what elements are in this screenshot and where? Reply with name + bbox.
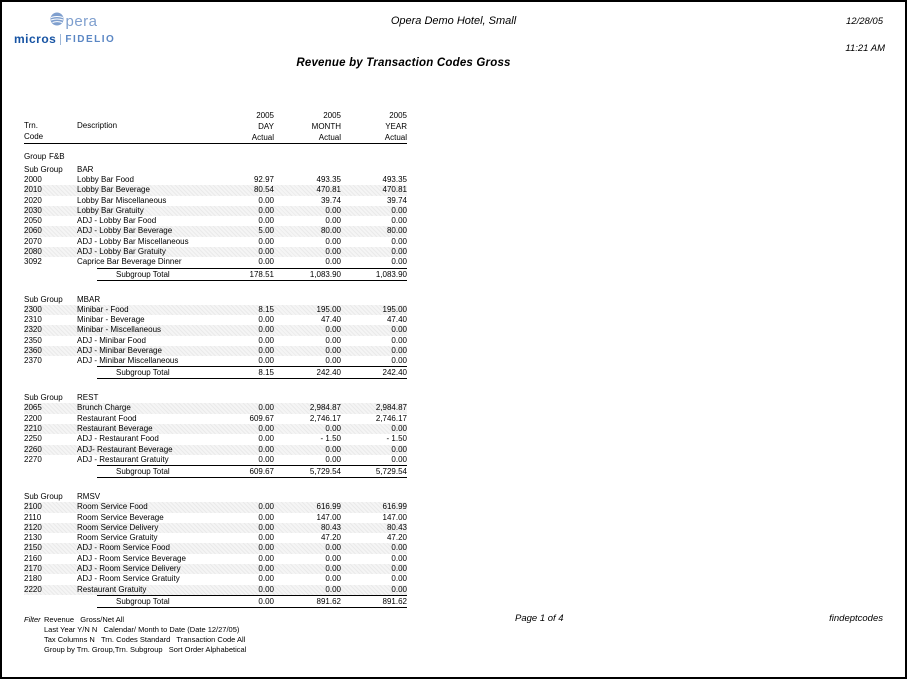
table-row	[24, 533, 407, 543]
table-body	[24, 164, 407, 608]
trn-code: 2300	[24, 304, 42, 314]
month-actual-value: 47.40	[320, 314, 341, 324]
table-row	[24, 216, 407, 226]
table-row	[24, 226, 407, 236]
header-code: Code	[24, 132, 44, 141]
month-actual-value: - 1.50	[320, 434, 341, 444]
trn-description: Lobby Bar Gratuity	[77, 205, 144, 215]
day-actual-value: 0.00	[258, 216, 274, 226]
subgroup-section	[24, 392, 407, 478]
trn-description: Restaurant Gratuity	[77, 584, 147, 594]
table-row	[24, 424, 407, 434]
month-actual-value: 0.00	[325, 345, 341, 355]
month-actual-value: 0.00	[325, 424, 341, 434]
year-actual-value: 2,984.87	[375, 403, 407, 413]
trn-description: Minibar - Miscellaneous	[77, 325, 162, 335]
subgroup-total-month: 242.40	[316, 368, 341, 378]
year-actual-value: 147.00	[382, 512, 407, 522]
day-actual-value: 0.00	[258, 345, 274, 355]
trn-description: ADJ - Restaurant Gratuity	[77, 454, 169, 464]
day-actual-value: 0.00	[258, 424, 274, 434]
day-actual-value: 0.00	[258, 403, 274, 413]
subgroup-total-label: Subgroup Total	[116, 269, 170, 279]
day-actual-value: 8.15	[258, 304, 274, 314]
subgroup-name: RMSV	[77, 492, 101, 502]
header-day: DAY	[258, 122, 274, 131]
table-row	[24, 513, 407, 523]
group-line	[24, 152, 407, 162]
trn-description: ADJ - Minibar Miscellaneous	[77, 356, 179, 366]
subgroup-line	[24, 164, 407, 175]
trn-code: 2070	[24, 236, 42, 246]
month-actual-value: 0.00	[325, 574, 341, 584]
day-actual-value: 0.00	[258, 574, 274, 584]
trn-code: 2080	[24, 247, 42, 257]
trn-description: Lobby Bar Beverage	[77, 185, 150, 195]
table-header	[24, 110, 407, 144]
subgroup-label: Sub Group	[24, 492, 63, 502]
year-actual-value: 80.00	[386, 226, 407, 236]
day-actual-value: 0.00	[258, 584, 274, 594]
trn-code: 2170	[24, 564, 42, 574]
trn-description: Room Service Beverage	[77, 512, 164, 522]
day-actual-value: 0.00	[258, 205, 274, 215]
table-row	[24, 206, 407, 216]
year-actual-value: 0.00	[391, 564, 407, 574]
year-actual-value: 470.81	[382, 185, 407, 195]
report-title: Revenue by Transaction Codes Gross	[296, 57, 511, 69]
trn-code: 2220	[24, 584, 42, 594]
header-year-2005: 2005	[256, 111, 274, 120]
day-actual-value: 0.00	[258, 434, 274, 444]
table-row	[24, 403, 407, 413]
year-actual-value: 47.20	[386, 533, 407, 543]
header-year-actual: Actual	[384, 133, 407, 142]
subgroup-total-row	[97, 268, 407, 281]
month-actual-value: 0.00	[325, 564, 341, 574]
year-actual-value: 0.00	[391, 444, 407, 454]
opera-logo-text: pera	[65, 13, 98, 30]
report-time: 11:21 AM	[845, 43, 885, 54]
month-actual-value: 2,984.87	[309, 403, 341, 413]
fidelio-logo-text: FIDELIO	[65, 33, 116, 45]
micros-fidelio-logo	[14, 32, 134, 46]
trn-description: Minibar - Beverage	[77, 314, 145, 324]
month-actual-value: 39.74	[320, 195, 341, 205]
day-actual-value: 0.00	[258, 325, 274, 335]
header-day-actual: Actual	[251, 133, 274, 142]
day-actual-value: 0.00	[258, 543, 274, 553]
month-actual-value: 47.20	[320, 533, 341, 543]
month-actual-value: 0.00	[325, 257, 341, 267]
year-actual-value: 0.00	[391, 543, 407, 553]
subgroup-total-day: 0.00	[258, 596, 274, 606]
report-date: 12/28/05	[846, 16, 883, 27]
trn-description: Lobby Bar Miscellaneous	[77, 195, 167, 205]
day-actual-value: 0.00	[258, 257, 274, 267]
trn-code: 2100	[24, 502, 42, 512]
subgroup-section	[24, 491, 407, 608]
month-actual-value: 493.35	[316, 175, 341, 184]
report-code: findeptcodes	[829, 613, 883, 624]
table-row	[24, 564, 407, 574]
year-actual-value: 0.00	[391, 247, 407, 257]
table-row	[24, 257, 407, 267]
year-actual-value: 0.00	[391, 454, 407, 464]
header-month-column	[271, 110, 341, 143]
trn-code: 2030	[24, 205, 42, 215]
trn-code: 3092	[24, 257, 42, 267]
table-row	[24, 336, 407, 346]
table-row	[24, 185, 407, 195]
subgroup-line	[24, 392, 407, 403]
month-actual-value: 0.00	[325, 444, 341, 454]
day-actual-value: 0.00	[258, 512, 274, 522]
header-month: MONTH	[311, 122, 341, 131]
year-actual-value: 0.00	[391, 584, 407, 594]
subgroup-total-row	[97, 595, 407, 608]
year-actual-value: - 1.50	[386, 434, 407, 444]
month-actual-value: 0.00	[325, 543, 341, 553]
subgroup-section	[24, 164, 407, 281]
day-actual-value: 0.00	[258, 314, 274, 324]
trn-description: ADJ - Minibar Food	[77, 335, 146, 345]
subgroup-total-year: 242.40	[382, 368, 407, 378]
trn-description: ADJ - Lobby Bar Beverage	[77, 226, 173, 236]
section-rows	[24, 403, 407, 465]
header-year-2005: 2005	[323, 111, 341, 120]
day-actual-value: 0.00	[258, 356, 274, 366]
filter-lines	[44, 615, 246, 655]
micros-logo-text: micros	[14, 32, 57, 46]
subgroup-label: Sub Group	[24, 393, 63, 403]
year-actual-value: 195.00	[382, 304, 407, 314]
month-actual-value: 0.00	[325, 247, 341, 257]
day-actual-value: 0.00	[258, 553, 274, 563]
table-row	[24, 434, 407, 444]
trn-code: 2370	[24, 356, 42, 366]
table-row	[24, 346, 407, 356]
table-row	[24, 315, 407, 325]
table-row	[24, 325, 407, 335]
filter-line: Tax Columns N Trn. Codes Standard Transaction Code All	[44, 635, 246, 644]
trn-description: ADJ - Room Service Beverage	[77, 553, 186, 563]
day-actual-value: 0.00	[258, 335, 274, 345]
table-row	[24, 175, 407, 185]
trn-code: 2180	[24, 574, 42, 584]
group-value: F&B	[49, 152, 65, 161]
table-row	[24, 523, 407, 533]
month-actual-value: 80.43	[320, 522, 341, 532]
day-actual-value: 0.00	[258, 533, 274, 543]
month-actual-value: 0.00	[325, 216, 341, 226]
day-actual-value: 0.00	[258, 522, 274, 532]
trn-code: 2110	[24, 512, 42, 522]
year-actual-value: 0.00	[391, 553, 407, 563]
subgroup-line	[24, 294, 407, 305]
table-row	[24, 455, 407, 465]
year-actual-value: 493.35	[382, 175, 407, 184]
day-actual-value: 0.00	[258, 444, 274, 454]
trn-code: 2060	[24, 226, 42, 236]
table-row	[24, 554, 407, 564]
month-actual-value: 0.00	[325, 236, 341, 246]
table-row	[24, 574, 407, 584]
month-actual-value: 0.00	[325, 553, 341, 563]
trn-description: Lobby Bar Food	[77, 175, 134, 184]
month-actual-value: 616.99	[316, 502, 341, 512]
trn-description: ADJ - Room Service Gratuity	[77, 574, 180, 584]
day-actual-value: 0.00	[258, 236, 274, 246]
trn-description: ADJ - Lobby Bar Food	[77, 216, 157, 226]
trn-code: 2020	[24, 195, 42, 205]
subgroup-total-label: Subgroup Total	[116, 368, 170, 378]
trn-description: Room Service Gratuity	[77, 533, 158, 543]
month-actual-value: 80.00	[320, 226, 341, 236]
subgroup-name: REST	[77, 393, 99, 403]
logo-divider	[60, 34, 61, 45]
year-actual-value: 0.00	[391, 574, 407, 584]
year-actual-value: 0.00	[391, 325, 407, 335]
trn-code: 2120	[24, 522, 42, 532]
month-actual-value: 0.00	[325, 335, 341, 345]
day-actual-value: 0.00	[258, 454, 274, 464]
header-description: Description	[77, 121, 118, 130]
subgroup-total-month: 1,083.90	[309, 269, 341, 279]
trn-description: ADJ - Room Service Delivery	[77, 564, 181, 574]
month-actual-value: 2,746.17	[309, 413, 341, 423]
trn-description: Restaurant Food	[77, 413, 137, 423]
header-day-column	[204, 110, 274, 143]
month-actual-value: 0.00	[325, 325, 341, 335]
subgroup-total-day: 178.51	[249, 269, 274, 279]
year-actual-value: 0.00	[391, 335, 407, 345]
filter-block	[24, 615, 246, 655]
filter-line: Group by Trn. Group,Trn. Subgroup Sort Order Alphabetical	[44, 645, 247, 654]
trn-description: ADJ- Restaurant Beverage	[77, 444, 173, 454]
header-year-column	[337, 110, 407, 143]
trn-code: 2250	[24, 434, 42, 444]
year-actual-value: 0.00	[391, 424, 407, 434]
subgroup-label: Sub Group	[24, 165, 63, 174]
month-actual-value: 0.00	[325, 356, 341, 366]
trn-code: 2050	[24, 216, 42, 226]
trn-code: 2160	[24, 553, 42, 563]
table-row	[24, 305, 407, 315]
trn-code: 2260	[24, 444, 42, 454]
subgroup-total-day: 609.67	[249, 467, 274, 477]
year-actual-value: 0.00	[391, 205, 407, 215]
trn-code: 2350	[24, 335, 42, 345]
table-row	[24, 585, 407, 595]
trn-description: Restaurant Beverage	[77, 424, 153, 434]
trn-description: ADJ - Lobby Bar Gratuity	[77, 247, 166, 257]
subgroup-total-label: Subgroup Total	[116, 467, 170, 477]
header-year-2005: 2005	[389, 111, 407, 120]
day-actual-value: 0.00	[258, 502, 274, 512]
table-row	[24, 356, 407, 366]
subgroup-total-month: 891.62	[316, 596, 341, 606]
filter-line: Last Year Y/N N Calendar/ Month to Date (Date 12/27/05)	[44, 625, 240, 634]
month-actual-value: 0.00	[325, 584, 341, 594]
subgroup-total-row	[97, 366, 407, 379]
day-actual-value: 609.67	[249, 413, 274, 423]
year-actual-value: 47.40	[386, 314, 407, 324]
day-actual-value: 80.54	[253, 185, 274, 195]
day-actual-value: 0.00	[258, 195, 274, 205]
section-rows	[24, 305, 407, 367]
trn-description: Caprice Bar Beverage Dinner	[77, 257, 182, 267]
subgroup-total-year: 891.62	[382, 596, 407, 606]
trn-description: Room Service Food	[77, 502, 148, 512]
year-actual-value: 0.00	[391, 356, 407, 366]
subgroup-total-month: 5,729.54	[309, 467, 341, 477]
year-actual-value: 616.99	[382, 502, 407, 512]
subgroup-total-label: Subgroup Total	[116, 596, 170, 606]
subgroup-name: MBAR	[77, 294, 101, 304]
trn-code: 2065	[24, 403, 42, 413]
subgroup-total-year: 1,083.90	[375, 269, 407, 279]
day-actual-value: 0.00	[258, 247, 274, 257]
year-actual-value: 39.74	[386, 195, 407, 205]
trn-code: 2010	[24, 185, 42, 195]
table-row	[24, 247, 407, 257]
trn-code: 2000	[24, 175, 42, 184]
header-trn: Trn.	[24, 121, 38, 130]
trn-code: 2150	[24, 543, 42, 553]
subgroup-label: Sub Group	[24, 294, 63, 304]
table-row	[24, 445, 407, 455]
trn-description: Minibar - Food	[77, 304, 129, 314]
table-row	[24, 414, 407, 424]
header-month-actual: Actual	[318, 133, 341, 142]
trn-code: 2270	[24, 454, 42, 464]
subgroup-total-row	[97, 465, 407, 478]
page-indicator: Page 1 of 4	[515, 613, 564, 624]
table-row	[24, 237, 407, 247]
day-actual-value: 92.97	[253, 175, 274, 184]
filter-line: Revenue Gross/Net All	[44, 615, 125, 624]
year-actual-value: 0.00	[391, 236, 407, 246]
year-actual-value: 0.00	[391, 257, 407, 267]
month-actual-value: 195.00	[316, 304, 341, 314]
filter-label: Filter	[24, 615, 41, 624]
revenue-table	[24, 110, 407, 608]
section-rows	[24, 502, 407, 595]
trn-code: 2310	[24, 314, 42, 324]
month-actual-value: 470.81	[316, 185, 341, 195]
trn-code: 2320	[24, 325, 42, 335]
year-actual-value: 2,746.17	[375, 413, 407, 423]
subgroup-line	[24, 491, 407, 502]
trn-description: Brunch Charge	[77, 403, 131, 413]
trn-description: ADJ - Room Service Food	[77, 543, 170, 553]
table-row	[24, 543, 407, 553]
trn-code: 2200	[24, 413, 42, 423]
trn-code: 2130	[24, 533, 42, 543]
day-actual-value: 0.00	[258, 564, 274, 574]
subgroup-section	[24, 294, 407, 380]
year-actual-value: 0.00	[391, 216, 407, 226]
subgroup-total-day: 8.15	[258, 368, 274, 378]
month-actual-value: 0.00	[325, 454, 341, 464]
year-actual-value: 0.00	[391, 345, 407, 355]
month-actual-value: 0.00	[325, 205, 341, 215]
subgroup-total-year: 5,729.54	[375, 467, 407, 477]
day-actual-value: 5.00	[258, 226, 274, 236]
trn-code: 2210	[24, 424, 42, 434]
month-actual-value: 147.00	[316, 512, 341, 522]
trn-description: ADJ - Minibar Beverage	[77, 345, 162, 355]
group-label: Group	[24, 152, 47, 161]
hotel-name: Opera Demo Hotel, Small	[390, 15, 517, 27]
trn-description: ADJ - Restaurant Food	[77, 434, 159, 444]
header-year: YEAR	[385, 122, 407, 131]
subgroup-name: BAR	[77, 165, 94, 174]
trn-description: Room Service Delivery	[77, 522, 159, 532]
trn-code: 2360	[24, 345, 42, 355]
section-rows	[24, 175, 407, 268]
table-row	[24, 502, 407, 512]
trn-description: ADJ - Lobby Bar Miscellaneous	[77, 236, 189, 246]
table-row	[24, 196, 407, 206]
year-actual-value: 80.43	[386, 522, 407, 532]
